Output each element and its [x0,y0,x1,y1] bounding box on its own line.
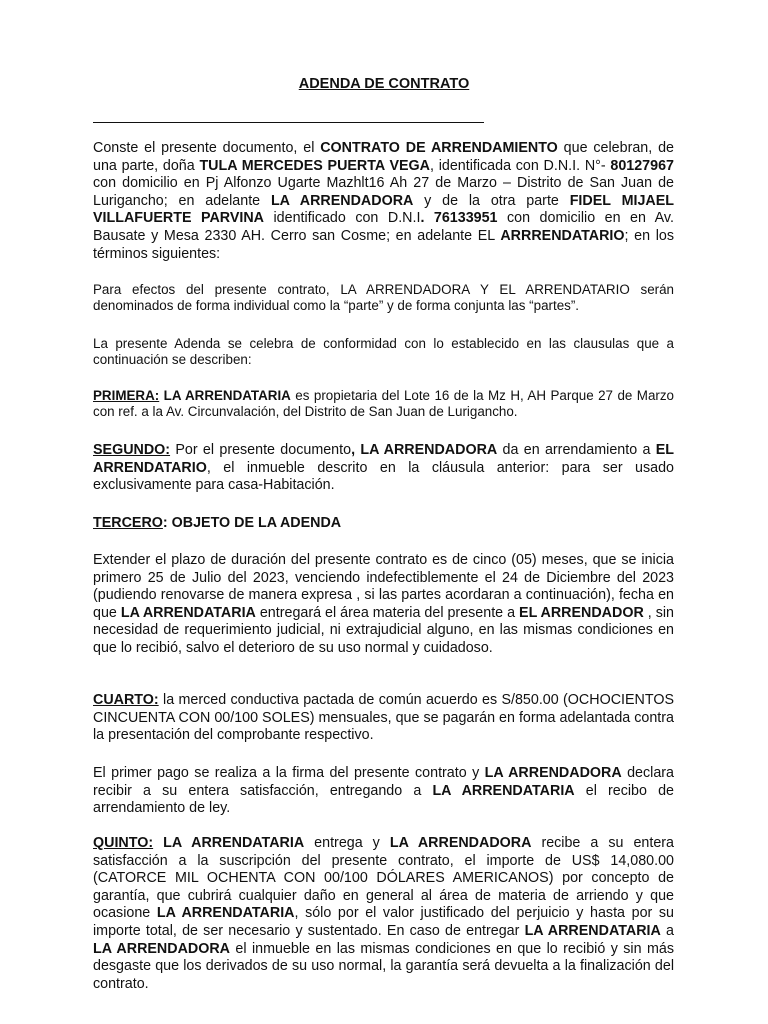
term-extension-paragraph [93,552,674,658]
clause-segundo [93,442,674,495]
text-run: Extender el plazo de duración del presente contrato es de cinco (05) meses, que se inicia primero 25 de Julio del 2023, venciendo indefectiblemente el 24 de Diciembre del 2023 (pudiendo renovarse de manera expresa , si las partes acordaran a continuación), fecha en que [93,552,674,621]
clause-heading: TERCERO [93,515,163,531]
party-label: LA ARRENDADORA [93,940,230,957]
tenant-dni: . 76133951 [420,210,498,227]
text-run: con domicilio en en Av. Bausate y Mesa 2330 AH. Cerro san Cosme; en adelante EL [93,210,674,244]
text-run: recibe a su entera satisfacción a la suscripción del presente contrato, el importe de US$ 14,080.00 (CATORCE MIL OCHENTA CON 00/100 DÓLARES AMERICANOS) por concepto de garantía, que cubrirá cualquier daño en general al área de materia de arriendo y que ocasione [93,835,674,922]
text-run: el inmueble en las mismas condiciones en que lo recibió y sin más desgaste que los derivados de su uso normal, la garantía será devuelta a la finalización del contrato. [93,940,674,992]
party-label: LA ARRENDADORA [270,192,414,209]
text-run: es propietaria del Lote 16 de la Mz H, AH Parque 27 de Marzo con ref. a la Av. Circunvalación, del Distrito de San Juan de Lurigancho. [93,388,675,420]
party-label: LA ARRENDATARIA [524,922,661,939]
text-run: entregará el área materia del presente a [255,604,520,621]
text-run: , sin necesidad de requerimiento judicial, ni extrajudicial alguno, en las mismas condiciones en que lo recibió, salvo el deterioro de su uso normal y cuidadoso. [93,604,675,656]
text-run: el recibo de arrendamiento de ley. [93,782,675,817]
text-run: entrega y [304,835,390,851]
text-run: , el inmueble descrito en la cláusula anterior: para ser usado exclusivamente para casa-Habitación. [93,459,674,494]
text-run: identificado con D.N.I [264,210,421,227]
party-label: EL ARRENDADOR [519,604,644,621]
clause-cuarto [93,692,674,745]
text-run: Conste el presente documento, el [93,140,321,156]
party-label: LA ARRENDADORA [484,765,622,781]
party-label: , LA ARRENDADORA [351,442,498,458]
clause-heading: PRIMERA: [93,388,160,403]
text-run: declara recibir a su entera satisfacción, entregando a [93,765,674,799]
party-label: ARRRENDATARIO [500,227,625,244]
clause-primera [93,388,674,420]
adenda-intro-paragraph: La presente Adenda se celebra de conformidad con lo establecido en las clausulas que a continuación se describen: [93,336,674,368]
text-run: a [660,922,674,939]
title-underline-rule [93,122,484,123]
text-run: , identificada con D.N.I. N°- [429,157,611,174]
clause-subject: : OBJETO DE LA ADENDA [162,515,342,531]
text-run: , sólo por el valor justificado del perjuicio y hasta por su importe total, de ser necesario y sustentado. En caso de entregar [93,905,674,939]
landlord-name: TULA MERCEDES PUERTA VEGA [199,157,430,174]
text-run: y de la otra parte [413,192,570,209]
first-payment-paragraph [93,765,674,818]
party-label: LA ARRENDATARIA [120,604,256,621]
tenant-name: FIDEL MIJAEL VILLAFUERTE PARVINA [93,192,674,227]
party-label: LA ARRENDATARIA [153,835,305,851]
clause-heading: CUARTO: [93,692,159,708]
landlord-dni: 80127967 [610,157,674,174]
party-label: LA ARRENDATARIA [156,905,295,922]
text-run: da en arrendamiento a [497,442,656,458]
party-label: LA ARRENDATARIA [432,782,575,799]
party-label: LA ARRENDADORA [389,835,532,851]
text-run: con domicilio en Pj Alfonzo Ugarte Mazhlt16 Ah 27 de Marzo – Distrito de San Juan de Lurigancho; en adelante [93,175,674,209]
text-run: El primer pago se realiza a la firma del presente contrato y [93,765,485,781]
text-run: Por el presente documento [170,442,352,458]
clause-heading: SEGUNDO: [93,442,171,458]
parties-definition-paragraph: Para efectos del presente contrato, LA ARRENDADORA Y EL ARRENDATARIO serán denominados de forma individual como la “parte” y de forma conjunta las “partes”. [93,282,674,314]
clause-heading: QUINTO: [93,835,154,851]
party-label: EL ARRENDATARIO [93,442,675,476]
intro-paragraph [93,140,674,263]
party-label: LA ARRENDATARIA [159,388,291,403]
text-run: la merced conductiva pactada de común acuerdo es S/850.00 (OCHOCIENTOS CINCUENTA CON 00/100 SOLES) mensuales, que se pagarán en forma adelantada contra la presentación del comprobante respectivo. [93,692,674,744]
document-title: ADENDA DE CONTRATO [298,76,470,92]
contract-type: CONTRATO DE ARRENDAMIENTO [320,140,558,156]
clause-tercero [93,515,674,533]
text-run: ; en los términos siguientes: [93,227,674,262]
clause-quinto [93,835,674,993]
text-run: que celebran, de una parte, doña [93,140,674,174]
